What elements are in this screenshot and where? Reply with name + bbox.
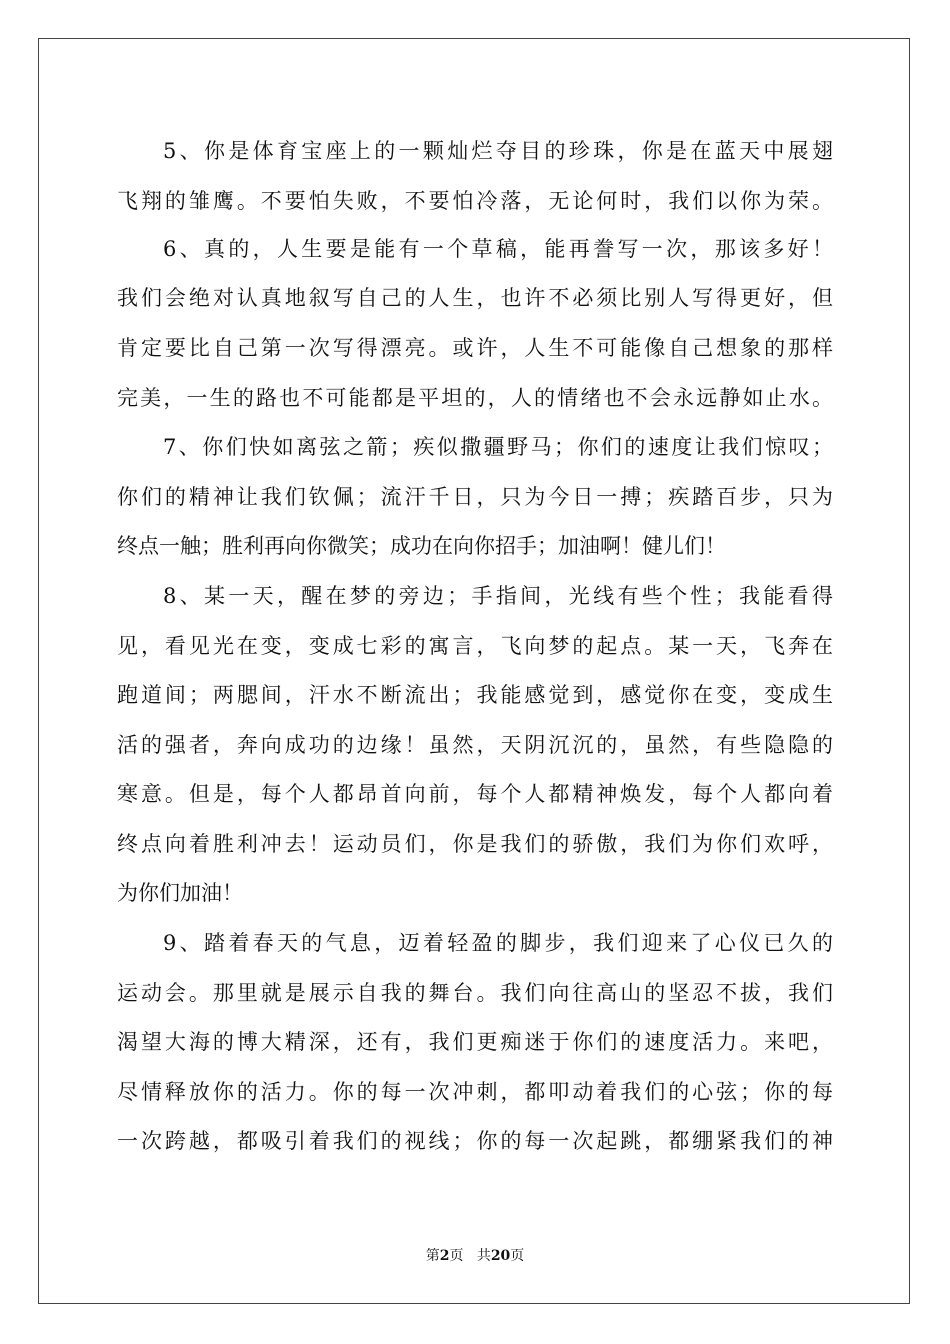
text-line: 运动会。那里就是展示自我的舞台。我们向往高山的坚忍不拔，我们	[117, 981, 833, 1005]
text-line: 一次跨越，都吸引着我们的视线；你的每一次起跳，都绷紧我们的神	[117, 1129, 833, 1153]
text-line: 见，看见光在变，变成七彩的寓言，飞向梦的起点。某一天，飞奔在	[117, 634, 833, 658]
text-line: 飞翔的雏鹰。不要怕失败，不要怕冷落，无论何时，我们以你为荣。	[117, 189, 833, 213]
page-label-suffix: 页	[449, 1248, 464, 1264]
total-pages: 20	[490, 1248, 511, 1264]
text-line: 6、真的，人生要是能有一个草稿，能再誊写一次，那该多好！	[163, 237, 833, 261]
page-label-prefix: 第	[425, 1248, 440, 1264]
total-label-suffix: 页	[510, 1248, 525, 1264]
text-line: 终点一触；胜利再向你微笑；成功在向你招手；加油啊！健儿们！	[117, 534, 726, 558]
page-number: 2	[439, 1248, 450, 1264]
text-line: 8、某一天，醒在梦的旁边；手指间，光线有些个性；我能看得	[163, 584, 833, 608]
text-line: 跑道间；两腮间，汗水不断流出；我能感觉到，感觉你在变，变成生	[117, 683, 833, 707]
page-footer	[0, 1247, 950, 1265]
text-line: 7、你们快如离弦之箭；疾似撒疆野马；你们的速度让我们惊叹；	[163, 435, 833, 459]
text-line: 肯定要比自己第一次写得漂亮。或许，人生不可能像自己想象的那样	[117, 336, 833, 360]
total-label-prefix: 共	[476, 1248, 491, 1264]
text-line: 寒意。但是，每个人都昂首向前，每个人都精神焕发，每个人都向着	[117, 782, 833, 806]
text-line: 我们会绝对认真地叙写自己的人生，也许不必须比别人写得更好，但	[117, 286, 833, 310]
text-line: 9、踏着春天的气息，迈着轻盈的脚步，我们迎来了心仪已久的	[163, 931, 833, 955]
text-line: 你们的精神让我们钦佩；流汗千日，只为今日一搏；疾踏百步，只为	[117, 485, 833, 509]
text-line: 完美，一生的路也不可能都是平坦的，人的情绪也不会永远静如止水。	[117, 386, 833, 410]
text-line: 渴望大海的博大精深，还有，我们更痴迷于你们的速度活力。来吧，	[117, 1030, 833, 1054]
text-line: 活的强者，奔向成功的边缘！虽然，天阴沉沉的，虽然，有些隐隐的	[117, 733, 833, 757]
text-line: 终点向着胜利冲去！运动员们，你是我们的骄傲，我们为你们欢呼，	[117, 832, 833, 856]
text-line: 5、你是体育宝座上的一颗灿烂夺目的珍珠，你是在蓝天中展翅	[163, 139, 833, 163]
text-line: 为你们加油！	[117, 881, 243, 905]
text-line: 尽情释放你的活力。你的每一次冲刺，都叩动着我们的心弦；你的每	[117, 1080, 833, 1104]
